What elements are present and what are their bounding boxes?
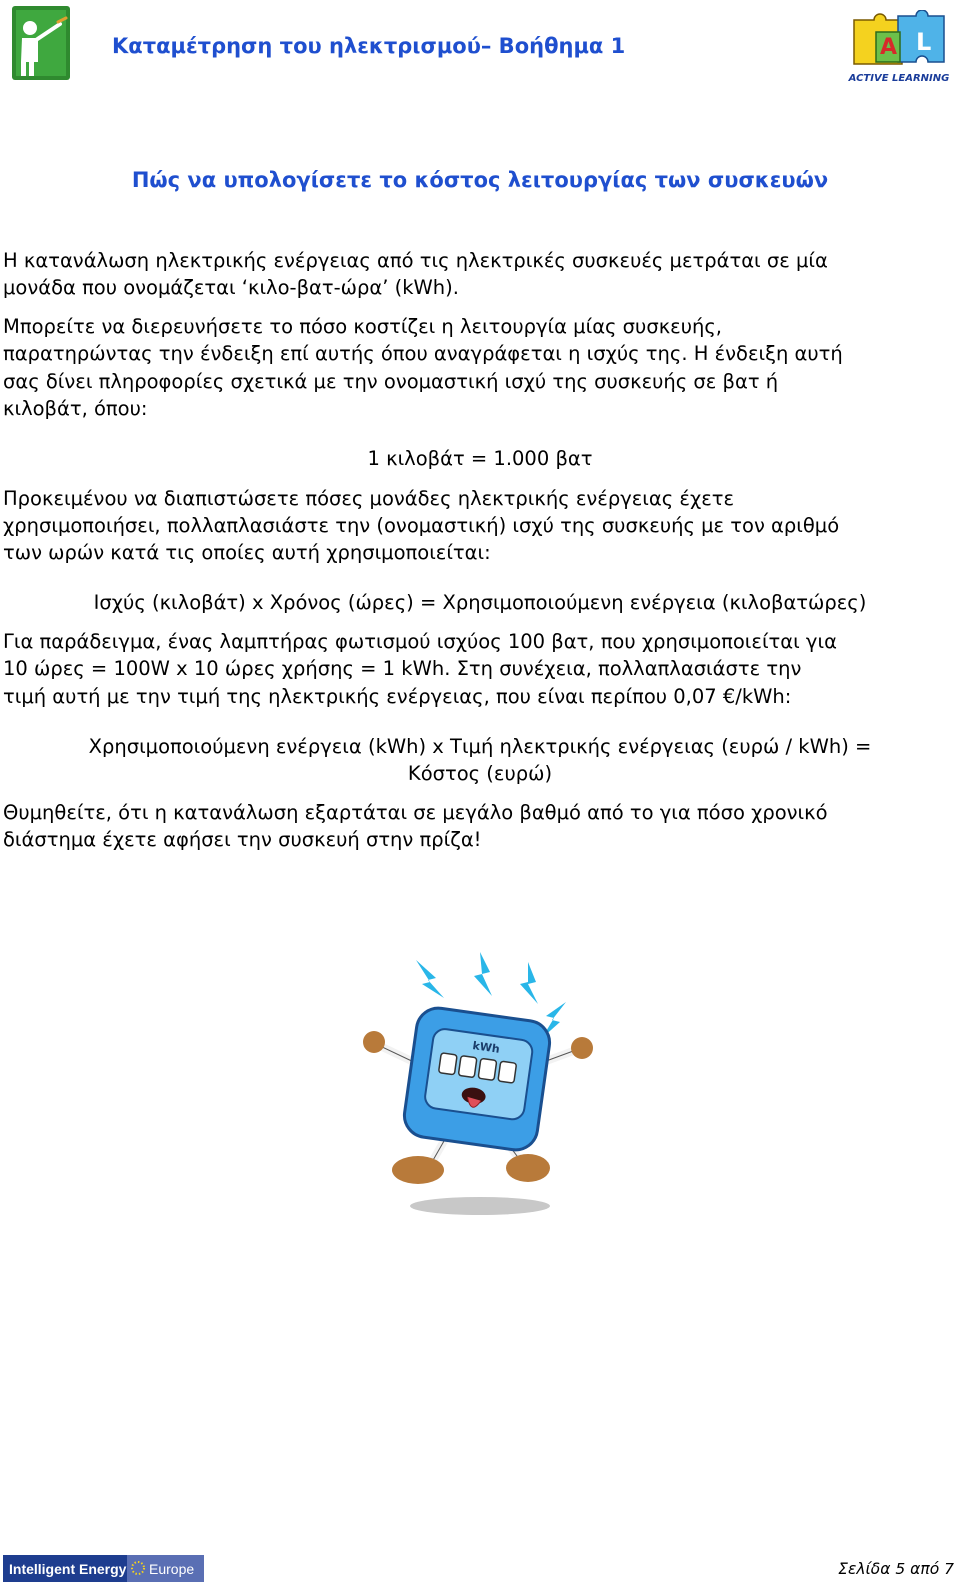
cartoon-electric-meter-icon: [352, 938, 602, 1220]
paragraph-line: 10 ώρες = 100W x 10 ώρες χρήσης = 1 kWh. Στη συνέχεια, πολλαπλασιάστε την: [3, 657, 802, 680]
paragraph-line: σας δίνει πληροφορίες σχετικά με την ονομαστική ισχύ της συσκευής σε βατ ή: [3, 370, 779, 393]
paragraph-line: διάστημα έχετε αφήσει την συσκευή στην πρίζα!: [3, 828, 482, 851]
paragraph-line: Θυμηθείτε, ότι η κατανάλωση εξαρτάται σε μεγάλο βαθμό από το για πόσο χρονικό: [3, 801, 828, 824]
active-learning-logo: [846, 10, 952, 86]
page-number: Σελίδα 5 από 7: [838, 1560, 954, 1578]
paragraph-line: Η κατανάλωση ηλεκτρικής ενέργειας από τις ηλεκτρικές συσκευές μετράται σε μία: [3, 249, 828, 272]
paragraph-line: των ωρών κατά τις οποίες αυτή χρησιμοποιείται:: [3, 541, 491, 564]
footer-logo-text-europe: Europe: [149, 1561, 195, 1577]
meter-label: kWh: [471, 1039, 501, 1056]
equation-kilowatt: 1 κιλοβάτ = 1.000 βατ: [367, 447, 593, 470]
footer-logo-text: Intelligent Energy: [9, 1561, 127, 1577]
paragraph-line: Μπορείτε να διερευνήσετε το πόσο κοστίζει η λειτουργία μίας συσκευής,: [3, 315, 723, 338]
intelligent-energy-europe-logo: [3, 1555, 204, 1582]
section-title: Πώς να υπολογίσετε το κόστος λειτουργίας των συσκευών: [131, 168, 829, 192]
paragraph-line: χρησιμοποιήσει, πολλαπλασιάστε την (ονομαστική) ισχύ της συσκευής με τον αριθμό: [3, 514, 840, 537]
paragraph-line: μονάδα που ονομάζεται ‘κιλο-βατ-ώρα’ (kWh).: [3, 276, 459, 299]
active-learning-logo-text: ACTIVE LEARNING: [848, 73, 950, 84]
paragraph-line: παρατηρώντας την ένδειξη επί αυτής όπου αναγράφεται η ισχύς της. Η ένδειξη αυτή: [3, 342, 843, 365]
document-header-title: Καταμέτρηση του ηλεκτρισμού– Βοήθημα 1: [112, 34, 626, 58]
svg-text:A: A: [880, 35, 898, 60]
paragraph-line: τιμή αυτή με την τιμή της ηλεκτρικής ενέργειας, που είναι περίπου 0,07 €/kWh:: [3, 685, 792, 708]
svg-text:L: L: [916, 28, 932, 56]
energy-formula: Ισχύς (κιλοβάτ) x Χρόνος (ώρες) = Χρησιμοποιούμενη ενέργεια (κιλοβατώρες): [93, 591, 867, 614]
cost-formula-line: Κόστος (ευρώ): [407, 762, 553, 785]
paragraph-line: Προκειμένου να διαπιστώσετε πόσες μονάδες ηλεκτρικής ενέργειας έχετε: [3, 487, 735, 510]
teacher-logo-icon: [8, 4, 74, 84]
paragraph-line: κιλοβάτ, όπου:: [3, 397, 148, 420]
cost-formula-line: Χρησιμοποιούμενη ενέργεια (kWh) x Τιμή ηλεκτρικής ενέργειας (ευρώ / kWh) =: [88, 735, 872, 758]
paragraph-line: Για παράδειγμα, ένας λαμπτήρας φωτισμού ισχύος 100 βατ, που χρησιμοποιείται για: [3, 630, 837, 653]
